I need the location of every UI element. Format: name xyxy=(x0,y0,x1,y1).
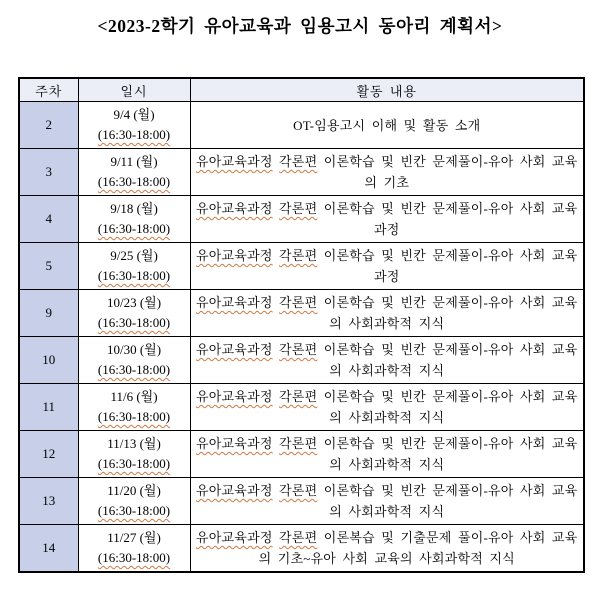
table-row xyxy=(19,243,584,290)
table-row xyxy=(19,102,584,149)
date-text: 10/30 (월) xyxy=(106,342,162,357)
time-text: (16:30-18:00) xyxy=(97,503,171,518)
activity-text-spellchecked: 유아교육과정 xyxy=(196,342,273,357)
week-number-cell: 14 xyxy=(19,525,78,572)
date-time-cell xyxy=(78,337,190,384)
week-number-cell: 10 xyxy=(19,337,78,384)
week-number-cell: 13 xyxy=(19,478,78,525)
table-row xyxy=(19,384,584,431)
activity-text-spellchecked: 유아교육과정 xyxy=(196,154,273,169)
activity-text: 이론학습 및 빈칸 문제풀이-유아 사회 교육의 사회과학적 지식 xyxy=(317,436,578,472)
activity-text: 이론학습 및 빈칸 문제풀이-유아 사회 교육의 사회과학적 지식 xyxy=(317,389,578,425)
activity-text-spellchecked: 유아교육과정 xyxy=(196,295,273,310)
time-text: (16:30-18:00) xyxy=(97,456,171,471)
activity-text-spellchecked: 유아교육과정 xyxy=(196,483,273,498)
week-number-cell: 2 xyxy=(19,102,78,149)
table-row xyxy=(19,149,584,196)
activity-text-spellchecked: 각론편 xyxy=(279,154,318,169)
time-text: (16:30-18:00) xyxy=(97,315,171,330)
schedule-table-body xyxy=(19,102,584,572)
activity-text: 이론학습 및 빈칸 문제풀이-유아 사회 교육의 사회과학적 지식 xyxy=(317,342,578,378)
page-title: <2023-2학기 유아교육과 임용고시 동아리 계획서> xyxy=(97,16,503,36)
time-text: (16:30-18:00) xyxy=(97,549,171,565)
activity-text-spellchecked: 각론편 xyxy=(279,389,318,404)
schedule-table-header xyxy=(19,78,584,102)
activity-text: OT-임용고시 이해 및 활동 소개 xyxy=(293,117,481,133)
week-number-cell: 9 xyxy=(19,290,78,337)
date-text: 9/25 (월) xyxy=(110,248,158,263)
activity-text-spellchecked: 유아교육과정 xyxy=(196,436,273,451)
activity-text: 이론학습 및 빈칸 문제풀이-유아 사회 교육의 사회과학적 지식 xyxy=(317,483,578,519)
activity-cell xyxy=(190,290,584,337)
date-time-cell xyxy=(78,384,190,431)
activity-text-spellchecked: 각론편 xyxy=(279,201,318,216)
time-text: (16:30-18:00) xyxy=(97,362,171,377)
time-text: (16:30-18:00) xyxy=(97,268,171,283)
date-time-cell xyxy=(78,102,190,149)
table-row xyxy=(19,337,584,384)
week-number-cell: 12 xyxy=(19,431,78,478)
activity-text-spellchecked: 유아교육과정 xyxy=(196,201,273,216)
activity-cell xyxy=(190,149,584,196)
date-text: 10/23 (월) xyxy=(106,295,162,310)
activity-cell xyxy=(190,478,584,525)
date-time-cell xyxy=(78,149,190,196)
time-text: (16:30-18:00) xyxy=(97,409,171,424)
week-number-cell: 5 xyxy=(19,243,78,290)
activity-text-spellchecked: 유아교육과정 xyxy=(196,529,273,545)
table-row xyxy=(19,196,584,243)
activity-cell xyxy=(190,384,584,431)
activity-text-spellchecked: 각론편 xyxy=(279,248,318,263)
time-text: (16:30-18:00) xyxy=(97,221,171,236)
date-time-cell xyxy=(78,290,190,337)
date-text: 9/4 (월) xyxy=(113,107,155,122)
activity-text: 이론학습 및 빈칸 문제풀이-유아 사회 교육의 기초 xyxy=(317,154,578,190)
activity-text: 이론학습 및 빈칸 문제풀이-유아 사회 교육과정 xyxy=(317,201,578,237)
table-row xyxy=(19,525,584,572)
date-text: 9/18 (월) xyxy=(110,201,158,216)
header-activity: 활동 내용 xyxy=(190,78,584,102)
activity-text: 이론복습 및 기출문제 풀이-유아 사회 교육의 기초~유아 사회 교육의 사회과학적 지식 xyxy=(258,529,578,566)
activity-cell xyxy=(190,196,584,243)
activity-text-spellchecked: 각론편 xyxy=(279,342,318,357)
date-time-cell xyxy=(78,478,190,525)
activity-cell xyxy=(190,431,584,478)
date-text: 11/20 (월) xyxy=(107,483,161,498)
date-time-cell xyxy=(78,431,190,478)
week-number-cell: 3 xyxy=(19,149,78,196)
week-number-cell: 11 xyxy=(19,384,78,431)
activity-text-spellchecked: 유아교육과정 xyxy=(196,248,273,263)
date-text: 9/11 (월) xyxy=(110,154,158,169)
date-time-cell xyxy=(78,196,190,243)
date-time-cell xyxy=(78,525,190,572)
activity-text-spellchecked: 각론편 xyxy=(279,529,318,545)
activity-cell xyxy=(190,337,584,384)
header-row xyxy=(19,78,584,102)
activity-text-spellchecked: 각론편 xyxy=(279,483,318,498)
date-text: 11/13 (월) xyxy=(107,436,161,451)
activity-text-spellchecked: 각론편 xyxy=(279,436,318,451)
week-number-cell: 4 xyxy=(19,196,78,243)
activity-text: 이론학습 및 빈칸 문제풀이-유아 사회 교육과정 xyxy=(317,248,578,284)
date-text: 11/27 (월) xyxy=(107,529,161,545)
table-row xyxy=(19,290,584,337)
activity-cell xyxy=(190,102,584,149)
schedule-table xyxy=(18,77,585,573)
activity-text: 이론학습 및 빈칸 문제풀이-유아 사회 교육의 사회과학적 지식 xyxy=(317,295,578,331)
header-date: 일시 xyxy=(78,78,190,102)
header-week: 주차 xyxy=(19,78,78,102)
activity-text-spellchecked: 각론편 xyxy=(279,295,318,310)
activity-cell xyxy=(190,525,584,572)
table-row xyxy=(19,431,584,478)
activity-cell xyxy=(190,243,584,290)
date-text: 11/6 (월) xyxy=(110,389,158,404)
time-text: (16:30-18:00) xyxy=(97,174,171,189)
date-time-cell xyxy=(78,243,190,290)
table-row xyxy=(19,478,584,525)
activity-text-spellchecked: 유아교육과정 xyxy=(196,389,273,404)
time-text: (16:30-18:00) xyxy=(97,127,171,142)
